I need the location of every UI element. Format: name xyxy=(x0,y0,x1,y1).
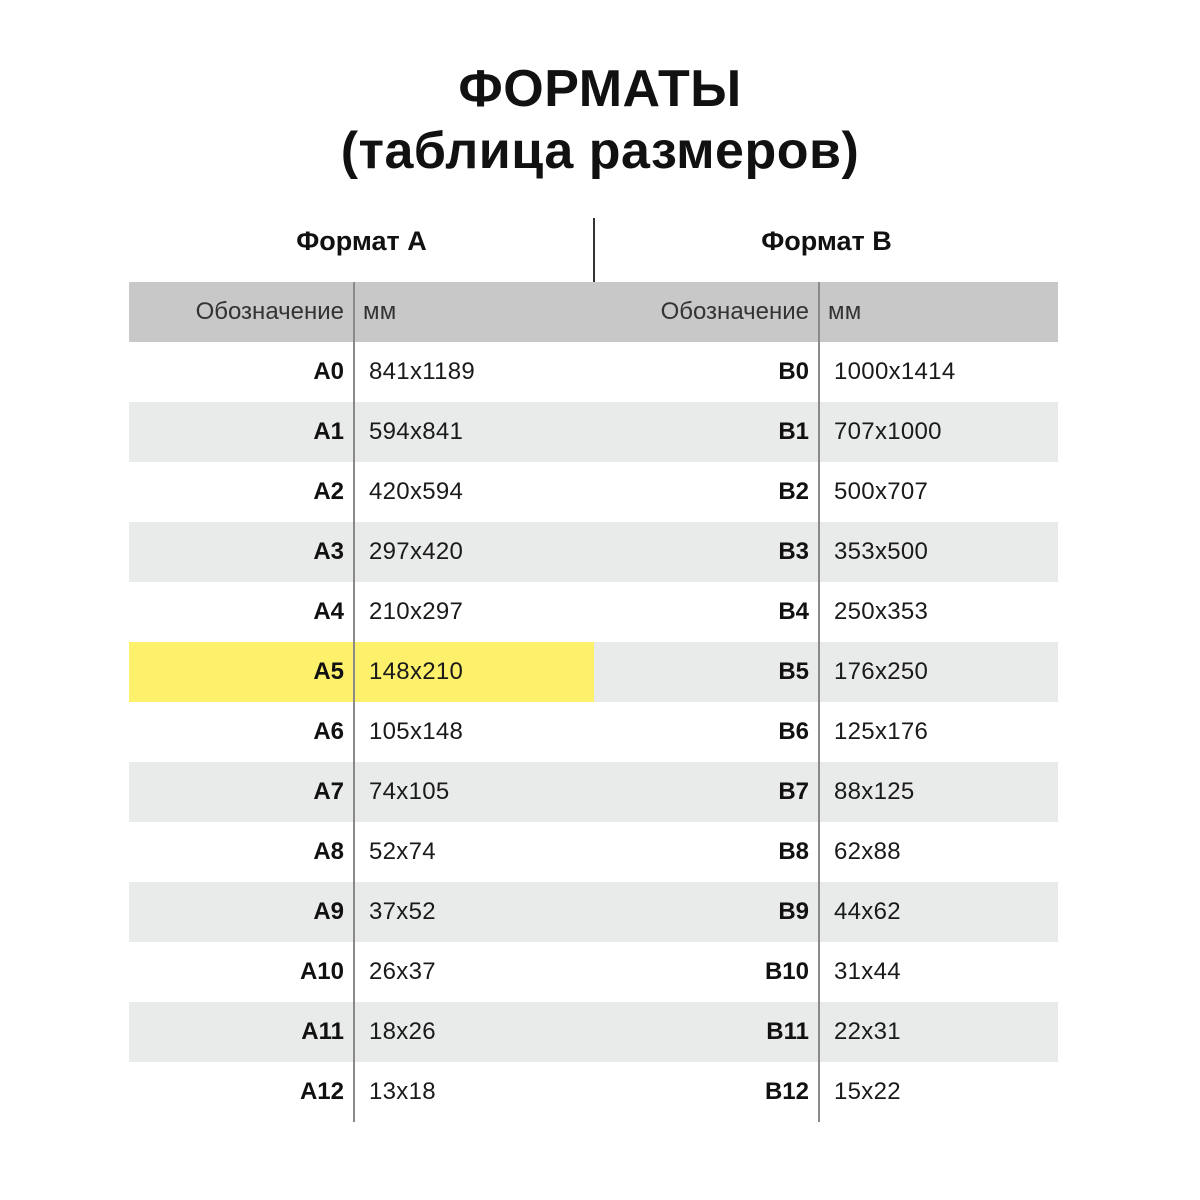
table-row xyxy=(129,522,594,582)
format-designation: А2 xyxy=(313,478,344,505)
table-row xyxy=(594,1062,1058,1122)
format-designation: В0 xyxy=(778,358,809,385)
format-size-mm: 420х594 xyxy=(369,478,464,505)
format-size-mm: 74х105 xyxy=(369,778,450,805)
page-title-line2: (таблица размеров) xyxy=(340,122,860,180)
table-row xyxy=(129,642,594,702)
table-row xyxy=(129,582,594,642)
table-row xyxy=(594,402,1058,462)
format-designation: А7 xyxy=(313,778,344,805)
table-row xyxy=(129,402,594,462)
format-designation: В10 xyxy=(764,958,809,985)
format-designation: В1 xyxy=(778,418,809,445)
table-row xyxy=(594,1002,1058,1062)
format-size-mm: 44х62 xyxy=(834,898,901,925)
format-size-mm: 62х88 xyxy=(834,838,901,865)
format-b-table xyxy=(594,210,1059,1122)
table-row xyxy=(129,942,594,1002)
format-a-header-row xyxy=(129,282,594,342)
format-designation: А10 xyxy=(299,958,344,985)
format-size-mm: 52х74 xyxy=(369,838,436,865)
format-size-mm: 26х37 xyxy=(369,958,436,985)
format-designation: В9 xyxy=(778,898,809,925)
format-size-mm: 88х125 xyxy=(834,778,915,805)
format-b-header-row xyxy=(594,282,1058,342)
table-row xyxy=(129,882,594,942)
format-designation: А0 xyxy=(313,358,344,385)
format-designation: А4 xyxy=(313,598,344,625)
table-row xyxy=(594,582,1058,642)
format-size-mm: 841х1189 xyxy=(369,358,476,385)
header-designation: Обозначение xyxy=(195,298,344,325)
table-row xyxy=(594,342,1058,402)
format-b-rows xyxy=(594,342,1059,1122)
format-size-mm: 22х31 xyxy=(834,1018,901,1045)
format-designation: А6 xyxy=(313,718,344,745)
format-size-mm: 210х297 xyxy=(369,598,464,625)
format-designation: В2 xyxy=(778,478,809,505)
format-size-mm: 353х500 xyxy=(834,538,929,565)
format-size-mm: 297х420 xyxy=(369,538,464,565)
format-size-mm: 13х18 xyxy=(369,1078,436,1105)
format-size-mm: 176х250 xyxy=(834,658,929,685)
format-designation: В11 xyxy=(766,1018,809,1045)
format-size-mm: 1000х1414 xyxy=(834,358,956,385)
table-row xyxy=(129,1002,594,1062)
format-designation: А1 xyxy=(313,418,344,445)
format-size-mm: 18х26 xyxy=(369,1018,436,1045)
header-designation: Обозначение xyxy=(660,298,809,325)
format-designation: А5 xyxy=(313,658,344,685)
format-designation: В3 xyxy=(778,538,809,565)
format-designation: А12 xyxy=(299,1078,344,1105)
format-size-mm: 500х707 xyxy=(834,478,929,505)
format-size-mm: 37х52 xyxy=(369,898,436,925)
table-row xyxy=(594,462,1058,522)
format-size-mm: 250х353 xyxy=(834,598,929,625)
format-a-table xyxy=(129,210,594,1122)
format-size-mm: 125х176 xyxy=(834,718,929,745)
table-row xyxy=(129,702,594,762)
format-a-title: Формат А xyxy=(296,226,427,256)
table-row xyxy=(594,822,1058,882)
header-mm: мм xyxy=(828,298,862,325)
table-row xyxy=(129,1062,594,1122)
page-title-line1: ФОРМАТЫ xyxy=(458,60,742,118)
format-size-mm: 105х148 xyxy=(369,718,464,745)
table-row xyxy=(129,462,594,522)
format-designation: А3 xyxy=(313,538,344,565)
format-designation: В5 xyxy=(778,658,809,685)
format-a-rows xyxy=(129,342,594,1122)
format-size-mm: 594х841 xyxy=(369,418,464,445)
format-size-mm: 31х44 xyxy=(834,958,901,985)
table-row xyxy=(594,702,1058,762)
table-row xyxy=(594,522,1058,582)
format-designation: В8 xyxy=(778,838,809,865)
format-size-mm: 707х1000 xyxy=(834,418,942,445)
table-row xyxy=(594,942,1058,1002)
format-designation: В12 xyxy=(764,1078,809,1105)
header-mm: мм xyxy=(363,298,397,325)
format-size-mm: 148х210 xyxy=(369,658,464,685)
table-row xyxy=(129,822,594,882)
format-designation: В6 xyxy=(778,718,809,745)
format-designation: А11 xyxy=(301,1018,344,1045)
format-designation: А9 xyxy=(313,898,344,925)
table-row xyxy=(594,762,1058,822)
format-designation: А8 xyxy=(313,838,344,865)
table-row xyxy=(594,882,1058,942)
table-row xyxy=(129,342,594,402)
format-size-mm: 15х22 xyxy=(834,1078,901,1105)
table-row xyxy=(594,642,1058,702)
format-designation: В4 xyxy=(778,598,809,625)
table-row xyxy=(129,762,594,822)
format-designation: В7 xyxy=(778,778,809,805)
page-title xyxy=(0,58,1200,182)
format-b-title: Формат В xyxy=(761,226,892,256)
